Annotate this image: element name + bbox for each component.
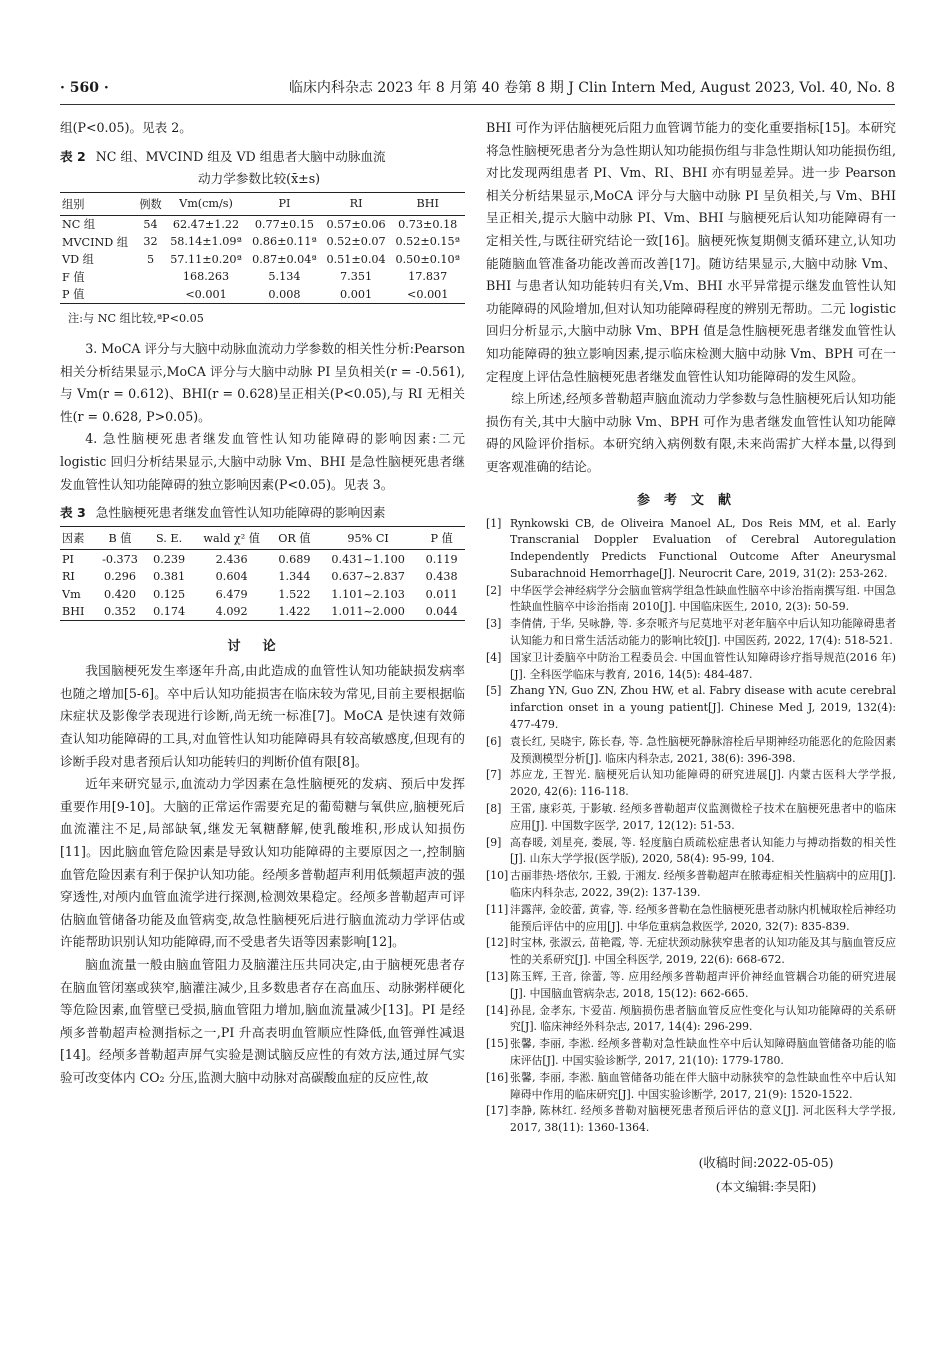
column-header: 例数 — [139, 197, 162, 211]
reference-text: 李倩倩, 于华, 吴咏静, 等. 多奈哌齐与尼莫地平对老年脑卒中后认知功能障碍患者认知能力和日常生活活动能力的影响比较[J]. 中国医药, 2022, 17(4): 518-521. — [510, 617, 896, 648]
table-row — [60, 603, 465, 621]
table-cell: 57.11±0.20ª — [170, 252, 242, 266]
table-cell: 168.263 — [182, 270, 230, 284]
table-cell: 58.14±1.09ª — [170, 235, 242, 249]
paragraph: 我国脑梗死发生率逐年升高,由此造成的血管性认知功能缺损发病率也随之增加[5-6]。卒中后认知功能损害在临床较为常见,目前主要根据临床症状及影像学表现进行诊断,尚无统一标准[7]。MoCA 是快速有效筛查认知功能障碍的工具,对血管性认知功能障碍具有较高敏感度,但现有的诊断手段对患者预后认知功能转归的判断价值有限[8]。 — [60, 663, 465, 769]
reference-item — [486, 516, 896, 583]
table-title: 动力学参数比较(x̄±s) — [198, 170, 321, 186]
left-column — [60, 117, 465, 1090]
reference-text: 苏应龙, 王智光. 脑梗死后认知功能障碍的研究进展[J]. 内蒙古医科大学学报, 2020, 42(6): 116-118. — [510, 768, 896, 799]
table-cell: 1.011~2.000 — [331, 605, 405, 618]
table-cell: 1.422 — [278, 605, 311, 618]
reference-text: 高春暖, 刘星亮, 娄展, 等. 轻度脑白质疏松症患者认知能力与搏动指数的相关性[J]. 山东大学学报(医学版), 2020, 58(4): 95-99, 104. — [510, 835, 896, 866]
reference-number: [12] — [486, 936, 509, 950]
references-heading: 参考文献 — [636, 492, 745, 508]
table-cell: 0.52±0.15ª — [395, 235, 460, 249]
reference-text: 张馨, 李丽, 李淞. 脑血管储备功能在伴大脑中动脉狭窄的急性缺血性卒中后认知障碍中作用的临床研究[J]. 中国实验诊断学, 2017, 21(9): 1520-1522. — [510, 1070, 896, 1101]
reference-text: 陈玉辉, 王音, 徐蕾, 等. 应用经颅多普勒超声评价神经血管耦合功能的研究进展[J]. 中国脑血管病杂志, 2018, 15(12): 662-665. — [510, 970, 896, 1000]
table-cell: 0.438 — [425, 570, 458, 583]
table-cell: P 值 — [62, 288, 85, 302]
table-cell: 0.57±0.06 — [326, 217, 386, 231]
table-cell: 1.522 — [278, 587, 311, 601]
received-date: (收稿时间:2022-05-05) — [698, 1154, 834, 1170]
column-header: BHI — [416, 197, 439, 211]
table-cell: 5.134 — [268, 270, 301, 284]
reference-text: 孙昆, 金孝东, 卞爱苗. 颅脑损伤患者脑血管反应性变化与认知功能障碍的关系研究[J]. 临床神经外科杂志, 2017, 14(4): 296-299. — [510, 1003, 896, 1034]
paragraph: 组(P<0.05)。见表 2。 — [60, 120, 192, 135]
table-cell: 2.436 — [215, 552, 248, 566]
reference-text: 王雷, 康彩英, 于影敏. 经颅多普勒超声仪监测微栓子技术在脑梗死患者中的临床应用[J]. 中国数字医学, 2017, 12(12): 51-53. — [510, 802, 896, 832]
table-cell: 1.101~2.103 — [331, 587, 405, 601]
table-cell: 62.47±1.22 — [172, 217, 240, 231]
table-cell: 0.50±0.10ª — [395, 252, 460, 266]
running-header — [60, 74, 895, 105]
reference-text: 沣露萍, 金皎蕾, 黄睿, 等. 经颅多普勒在急性脑梗死患者动脉内机械取栓后神经功能预后评估中的应用[J]. 中华危重病急救医学, 2020, 32(7): 835-839. — [510, 902, 896, 933]
table-cell: BHI — [62, 605, 85, 618]
table-row — [60, 568, 465, 586]
column-header: S. E. — [156, 531, 183, 545]
reference-item — [486, 1003, 896, 1037]
table-cell: 1.344 — [278, 570, 311, 583]
table-cell: VD 组 — [62, 253, 94, 267]
paragraph: 综上所述,经颅多普勒超声脑血流动力学参数与急性脑梗死后认知功能损伤有关,其中大脑中动脉 Vm、BPH 可作为患者继发血管性认知功能障碍的风险评价指标。本研究纳入病例数有限,未来尚需扩大样本量,以得到更客观准确的结论。 — [486, 391, 896, 474]
table-cell: -0.373 — [102, 552, 138, 566]
reference-item — [486, 1036, 896, 1070]
reference-number: [11] — [486, 902, 509, 916]
table-cell: 0.044 — [425, 605, 458, 618]
table-cell: Vm — [62, 587, 81, 601]
table-cell: PI — [62, 552, 74, 566]
paragraph: 3. MoCA 评分与大脑中动脉血流动力学参数的相关性分析:Pearson 相关分析结果显示,MoCA 评分与大脑中动脉 PI 呈负相关(r = -0.561),与 Vm(r = 0.612)、BHI(r = 0.628)呈正相关(P<0.05),与 RI 无相关性(r = 0.628, P>0.05)。 — [60, 341, 465, 424]
table-cell: 4.092 — [215, 605, 248, 618]
table-cell: 0.87±0.04ª — [252, 252, 317, 266]
reference-number: [3] — [486, 617, 502, 631]
table-cell: 0.86±0.11ª — [252, 235, 317, 249]
section-heading: 讨论 — [227, 639, 298, 655]
reference-number: [10] — [486, 869, 509, 883]
table-row — [60, 268, 465, 286]
reference-item — [486, 868, 896, 902]
table-title: 急性脑梗死患者继发血管性认知功能障碍的影响因素 — [95, 505, 386, 521]
table-cell: 0.52±0.07 — [326, 235, 386, 249]
table-cell: F 值 — [62, 270, 85, 284]
reference-item — [486, 734, 896, 768]
table-label: 表 3 — [60, 505, 86, 521]
table-cell: <0.001 — [185, 287, 227, 301]
paragraph: 4. 急性脑梗死患者继发血管性认知功能障碍的影响因素:二元 logistic 回归分析结果显示,大脑中动脉 Vm、BHI 是急性脑梗死患者继发血管性认知功能障碍的独立影响因素(P<0.05)。见表 3。 — [60, 431, 465, 492]
reference-item — [486, 935, 896, 969]
table-row — [60, 233, 465, 251]
table-cell: 0.119 — [425, 552, 458, 566]
table-cell: 17.837 — [408, 270, 448, 284]
table-cell: 0.352 — [103, 605, 136, 618]
reference-item — [486, 835, 896, 869]
column-header: OR 值 — [278, 532, 311, 546]
table-3-caption — [60, 502, 465, 524]
editor-note: (本文编辑:李昊阳) — [715, 1178, 817, 1194]
reference-text: Zhang YN, Guo ZN, Zhou HW, et al. Fabry disease with acute cerebral infarction onset in a young patient[J]. Chinese Med J, 2019, 132(4): 477-479. — [510, 684, 896, 732]
reference-number: [14] — [486, 1003, 509, 1017]
table-title: NC 组、MVCIND 组及 VD 组患者大脑中动脉血流 — [95, 148, 386, 164]
column-header: 因素 — [62, 532, 85, 546]
table-cell: MVCIND 组 — [62, 235, 129, 249]
reference-item — [486, 650, 896, 684]
journal-citation: 临床内科杂志 2023 年 8 月第 40 卷第 8 期 J Clin Intern Med, August 2023, Vol. 40, No. 8 — [288, 80, 895, 96]
reference-number: [5] — [486, 684, 502, 698]
reference-item — [486, 616, 896, 650]
reference-number: [9] — [486, 835, 502, 849]
reference-number: [6] — [486, 734, 502, 748]
table-cell: <0.001 — [407, 287, 449, 301]
reference-text: 李静, 陈林红. 经颅多普勒对脑梗死患者预后评估的意义[J]. 河北医科大学学报, 2017, 38(11): 1360-1364. — [510, 1104, 896, 1135]
table-cell: 0.008 — [268, 287, 301, 301]
table-cell: 0.689 — [278, 552, 311, 566]
table-3 — [60, 526, 465, 621]
reference-number: [7] — [486, 768, 502, 782]
table-row — [60, 585, 465, 603]
reference-number: [13] — [486, 970, 509, 984]
reference-number: [16] — [486, 1070, 509, 1084]
table-cell — [136, 286, 165, 304]
reference-text: 张馨, 李丽, 李淞. 经颅多普勒对急性缺血性卒中后认知障碍脑血管储备功能的临床评估[J]. 中国实验诊断学, 2017, 21(10): 1779-1780. — [510, 1037, 896, 1067]
table-cell: 0.174 — [153, 605, 186, 618]
table-2-caption — [60, 146, 465, 190]
reference-text: 袁长红, 吴晓宇, 陈长春, 等. 急性脑梗死静脉溶栓后早期神经功能恶化的危险因素及预测模型分析[J]. 临床内科杂志, 2021, 38(6): 396-398. — [510, 734, 896, 765]
table-cell: 0.011 — [425, 587, 458, 601]
table-note: 注:与 NC 组比较,ªP<0.05 — [68, 312, 204, 326]
reference-item — [486, 801, 896, 835]
page-number: · 560 · — [60, 80, 109, 96]
reference-text: 中华医学会神经病学分会脑血管病学组急性缺血性脑卒中诊治指南撰写组. 中国急性缺血性脑卒中诊治指南 2010[J]. 中国临床医生, 2010, 2(3): 50-59. — [510, 583, 896, 614]
reference-number: [4] — [486, 650, 502, 664]
table-row — [60, 550, 465, 568]
table-cell: 0.381 — [153, 570, 186, 583]
reference-item — [486, 1103, 896, 1137]
column-header: RI — [349, 197, 363, 211]
reference-number: [8] — [486, 802, 502, 816]
table-cell: 0.001 — [340, 287, 373, 301]
reference-text: 古丽菲热·塔依尔, 王毅, 于湘友. 经颅多普勒超声在脓毒症相关性脑病中的应用[J]. 临床内科杂志, 2022, 39(2): 137-139. — [510, 869, 896, 900]
table-cell: 0.51±0.04 — [326, 252, 386, 266]
column-header: 组别 — [62, 197, 85, 211]
table-cell: 0.125 — [153, 587, 186, 601]
table-cell: 0.604 — [215, 570, 248, 583]
column-header: 95% CI — [347, 531, 389, 545]
reference-text: 时宝林, 张淑云, 苗艳霞, 等. 无症状颈动脉狭窄患者的认知功能及其与脑血管反应性的关系研究[J]. 中国全科医学, 2019, 22(6): 668-672. — [510, 936, 896, 967]
paragraph: BHI 可作为评估脑梗死后阻力血管调节能力的变化重要指标[15]。本研究将急性脑梗死患者分为急性期认知功能损伤组与非急性期认知功能损伤组,对比发现两组患者 PI、Vm、RI、BHI 亦有明显差异。进一步 Pearson 相关分析结果显示,MoCA 评分与大脑中动脉 PI 呈负相关,与 Vm、BHI 呈正相关,提示大脑中动脉 PI、Vm、BHI 与脑梗死后认知功能障碍有一定相关性,与既往研究结论一致[16]。脑梗死恢复期侧支循环建立,认知功能随脑血管准备功能改善而改善[17]。随访结果显示,大脑中动脉 Vm、BHI 与患者认知功能转归有关,Vm、BHI 水平异常提示继发血管性认知功能障碍的风险增加,但对认知功能障碍程度的辨别无帮助。二元 logistic 回归分析显示,大脑中动脉 Vm、BPH 值是急性脑梗死患者继发血管性认知功能障碍的独立影响因素,提示临床检测大脑中动脉 Vm、BPH 可在一定程度上评估急性脑梗死患者继发血管性认知功能障碍的发生风险。 — [486, 120, 896, 384]
reference-text: Rynkowski CB, de Oliveira Manoel AL, Dos Reis MM, et al. Early Transcranial Doppler Evaluation of Cerebral Autoregulation Independently Predicts Functional Outcome After Aneurysmal Subarachnoid Hemorrhage[J]. Neurocrit Care, 2019, 31(2): 253-262. — [510, 516, 896, 580]
reference-number: [1] — [486, 516, 502, 530]
table-cell: RI — [62, 570, 75, 583]
reference-list — [486, 516, 896, 1137]
table-row — [60, 215, 465, 233]
reference-item — [486, 767, 896, 801]
reference-item — [486, 683, 896, 733]
table-cell: 5 — [146, 252, 155, 266]
table-label: 表 2 — [60, 148, 86, 164]
table-cell: 32 — [143, 235, 158, 249]
table-cell: 0.431~1.100 — [331, 552, 405, 566]
column-header: wald χ² 值 — [203, 532, 260, 546]
reference-number: [17] — [486, 1104, 509, 1118]
reference-text: 国家卫计委脑卒中防治工程委员会. 中国血管性认知障碍诊疗指导规范(2016 年)[J]. 全科医学临床与教育, 2016, 14(5): 484-487. — [510, 650, 896, 681]
table-cell: 0.296 — [103, 570, 136, 583]
column-header: PI — [278, 197, 291, 211]
right-column — [486, 117, 896, 1199]
reference-item — [486, 969, 896, 1003]
column-header: B 值 — [108, 532, 132, 546]
paragraph: 近年来研究显示,血流动力学因素在急性脑梗死的发病、预后中发挥重要作用[9-10]。大脑的正常运作需要充足的葡萄糖与氧供应,脑梗死后血流灌注不足,局部缺氧,继发无氧糖酵解,使乳酸堆积,形成认知损伤[11]。因此脑血管危险因素是导致认知功能障碍的主要原因之一,控制脑血管危险因素有利于保护认知功能。经颅多普勒超声利用低频超声波的强穿透性,对颅内血管血流学进行探测,检测效果稳定。经颅多普勒超声可评估脑血管储备功能及血管病变,故急性脑梗死后进行脑血流动力学评估或许能帮助识别认知功能障碍,而不受患者失语等因素影响[12]。 — [60, 776, 465, 950]
table-cell — [136, 268, 165, 286]
reference-item — [486, 1070, 896, 1104]
table-cell: 0.420 — [103, 587, 136, 601]
paragraph: 脑血流量一般由脑血管阻力及脑灌注压共同决定,由于脑梗死患者存在脑血管闭塞或狭窄,脑灌注减少,且多数患者存在高血压、动脉粥样硬化等危险因素,血管壁已受损,脑血管阻力增加,脑血流量减少[13]。PI 是经颅多普勒超声检测指标之一,PI 升高表明血管顺应性降低,血管弹性减退[14]。经颅多普勒超声屏气实验是测试脑反应性的有效方法,通过屏气实验可改变体内 CO₂ 分压,监测大脑中动脉对高碳酸血症的反应性,故 — [60, 956, 465, 1085]
table-cell: 6.479 — [215, 587, 248, 601]
reference-number: [15] — [486, 1037, 509, 1051]
reference-item — [486, 902, 896, 936]
table-cell: 54 — [143, 217, 158, 231]
reference-number: [2] — [486, 583, 502, 597]
column-header: Vm(cm/s) — [179, 197, 233, 211]
table-2 — [60, 192, 465, 305]
table-cell: NC 组 — [62, 218, 96, 232]
table-cell: 0.239 — [153, 552, 186, 566]
column-header: P 值 — [430, 532, 453, 546]
table-cell: 0.637~2.837 — [331, 570, 405, 583]
table-row — [60, 286, 465, 304]
reference-item — [486, 583, 896, 617]
table-cell: 0.77±0.15 — [254, 217, 315, 231]
table-row — [60, 251, 465, 269]
table-cell: 0.73±0.18 — [398, 217, 458, 231]
table-cell: 7.351 — [340, 270, 373, 284]
